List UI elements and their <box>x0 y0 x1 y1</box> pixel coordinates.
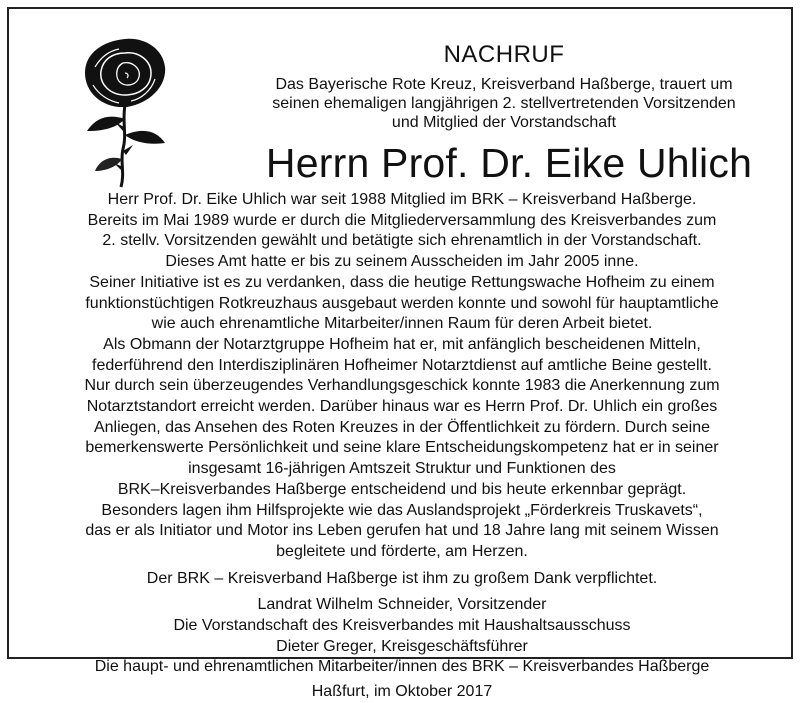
intro-line: Das Bayerische Rote Kreuz, Kreisverband Haßberge, trauert um <box>275 76 733 93</box>
body-line: Notarztstandort erreicht werden. Darüber hinaus war es Herrn Prof. Dr. Uhlich ein großes <box>86 398 718 416</box>
body-line: insgesamt 16-jährigen Amtszeit Struktur und Funktionen des <box>188 460 616 478</box>
deceased-name: Herrn Prof. Dr. Eike Uhlich <box>265 140 753 186</box>
obituary-notice <box>7 7 793 701</box>
header-block <box>209 41 799 132</box>
signatory-line: Die Vorstandschaft des Kreisverbandes mit Haushaltsausschuss <box>173 617 631 635</box>
notice-title: NACHRUF <box>443 41 565 68</box>
intro-text <box>209 75 799 132</box>
body-line: Bereits im Mai 1989 wurde er durch die Mitgliederversammlung des Kreisverbandes zum <box>87 211 717 229</box>
signatory-line: Dieter Greger, Kreisgeschäftsführer <box>276 637 528 655</box>
body-line: BRK–Kreisverbandes Haßberge entscheidend und bis heute erkennbar geprägt. <box>117 480 687 498</box>
body-line: Dieses Amt hatte er bis zu seinem Ausscheiden im Jahr 2005 inne. <box>165 253 639 271</box>
body-line: Seiner Initiative ist es zu verdanken, dass die heutige Rettungswache Hofheim zu einem <box>89 273 715 291</box>
intro-line: seinen ehemaligen langjährigen 2. stellvertretenden Vorsitzenden <box>272 95 736 112</box>
place-date: Haßfurt, im Oktober 2017 <box>311 683 493 701</box>
intro-line: und Mitglied der Vorstandschaft <box>391 114 617 131</box>
tribute-text <box>9 190 795 703</box>
signatory-line: Die haupt- und ehrenamtlichen Mitarbeiter/innen des BRK – Kreisverbandes Haßberge <box>94 658 710 676</box>
body-line: funktionstüchtigen Rotkreuzhaus ausgebaut werden konnte und sowohl für hauptamtliche <box>85 294 719 312</box>
signatory-line: Landrat Wilhelm Schneider, Vorsitzender <box>257 596 547 614</box>
body-line: federführend den Interdisziplinären Hofheimer Notarztdienst auf amtliche Beine gestellt. <box>92 356 712 374</box>
thanks-line: Der BRK – Kreisverband Haßberge ist ihm zu großem Dank verpflichtet. <box>146 569 658 587</box>
body-line: das er als Initiator und Motor ins Leben gerufen hat und 18 Jahre lang mit seinem Wissen <box>85 522 719 540</box>
body-line: Herr Prof. Dr. Eike Uhlich war seit 1988 Mitglied im BRK – Kreisverband Haßberge. <box>107 191 697 208</box>
body-line: Anliegen, das Ansehen des Roten Kreuzes in der Öffentlichkeit zu fördern. Durch seine <box>93 418 711 436</box>
body-line: wie auch ehrenamtliche Mitarbeiter/innen Raum für deren Arbeit bietet. <box>151 315 653 333</box>
body-line: bemerkenswerte Persönlichkeit und seine klare Entscheidungskompetenz hat er in seiner <box>85 439 719 457</box>
body-line: Als Obmann der Notarztgruppe Hofheim hat er, mit anfänglich bescheidenen Mitteln, <box>103 335 701 353</box>
body-line: Besonders lagen ihm Hilfsprojekte wie das Auslandsprojekt „Förderkreis Truskavets“, <box>101 501 703 519</box>
body-line: Nur durch sein überzeugendes Verhandlungsgeschick konnte 1983 die Anerkennung zum <box>84 377 720 395</box>
body-line: 2. stellv. Vorsitzenden gewählt und betätigte sich ehrenamtlich in der Vorstandschaft. <box>102 232 702 250</box>
rose-icon <box>65 27 185 192</box>
body-line: begleitete und förderte, am Herzen. <box>276 542 528 560</box>
